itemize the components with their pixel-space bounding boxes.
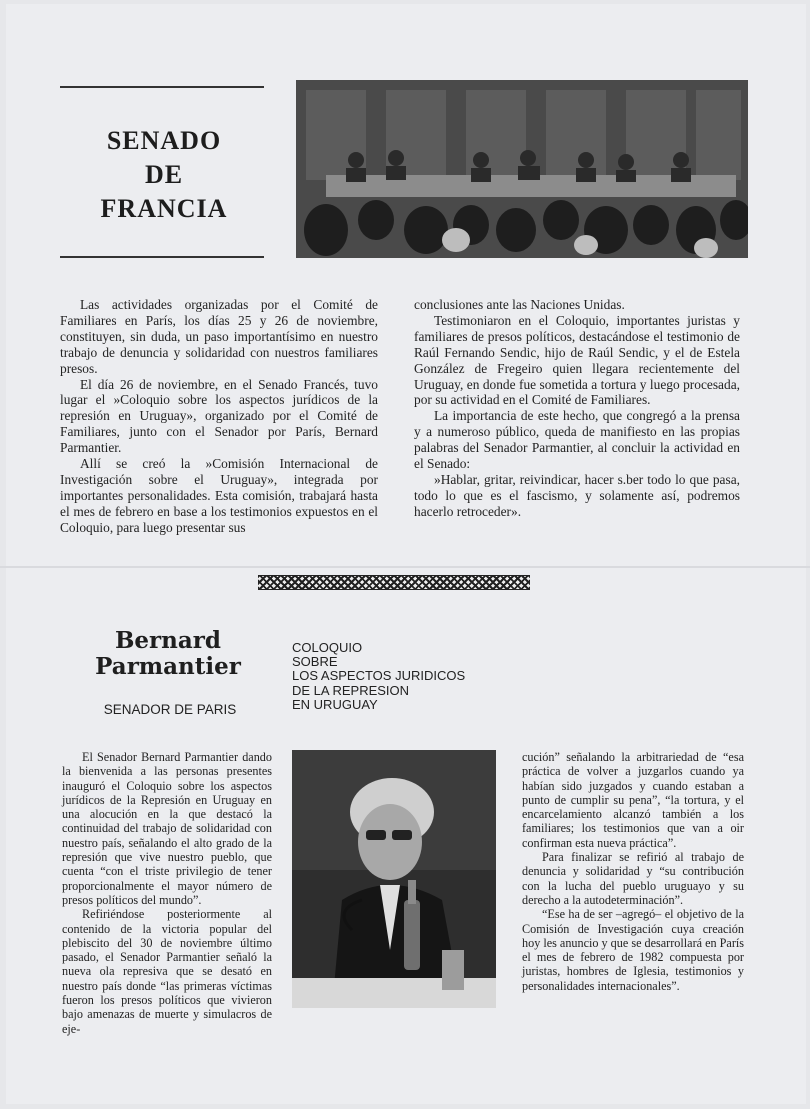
coloquio-line: DE LA REPRESION — [292, 682, 410, 698]
title-line-1: SENADO — [106, 126, 222, 155]
senate-session-photo — [296, 80, 748, 258]
article-paragraph: Las actividades organizadas por el Comité de Familiares en París, los días 25 y 26 de noviembre, constituyen, sin duda, un paso importantísimo en nuestro trabajo de denuncia y solidaridad con nuestros familiares presos. — [60, 297, 378, 376]
page-fold-line — [0, 566, 810, 568]
article-paragraph: La importancia de este hecho, que congregó a la prensa y a numeroso público, queda de manifiesto en las propias palabras del Senador Parmantier, al concluir la actividad en el Senado: — [414, 408, 740, 472]
title-line-2: DE — [144, 160, 184, 189]
article-paragraph: “Ese ha de ser –agregó– el objetivo de la Comisión de Investigación cuya creación hoy les anuncio y que se desarrollará en París el mes de febrero de 1982 compuesta por juristas, hombres de Iglesia, testimonios y personalidades internacionales”. — [522, 907, 745, 993]
article-intro-column-2 — [414, 297, 740, 520]
article-paragraph: El día 26 de noviembre, en el Senado Francés, tuvo lugar el »Coloquio sobre los aspectos jurídicos de la represión en Uruguay», organizado por el Comité de Familiares, junto con el Senador por París, Bernard Parmantier. — [60, 376, 378, 456]
title-bottom-rule — [60, 256, 264, 258]
article-quote: »Hablar, gritar, reivindicar, hacer s.ber todo lo que pasa, todo lo que es el fascismo, y solamente así, podremos hacerlo retroceder». — [414, 471, 740, 519]
parmantier-column-1 — [62, 750, 272, 1036]
article-paragraph: conclusiones ante las Naciones Unidas. — [414, 297, 625, 312]
ornamental-divider — [258, 575, 530, 590]
parmantier-column-3 — [522, 750, 744, 993]
coloquio-line: COLOQUIO — [292, 640, 363, 655]
coloquio-line: SOBRE — [292, 654, 338, 670]
article-intro-column-1 — [60, 297, 378, 536]
article-paragraph: Allí se creó la »Comisión Internacional de Investigación sobre el Uruguay», integrada por importantes personalidades. Esta comisión, trabajará hasta el mes de febrero en base a los testimonios expuestos en el Coloquio, para luego presentar sus — [60, 456, 378, 535]
senate-photo-illustration — [296, 80, 748, 258]
article-paragraph: El Senador Bernard Parmantier dando la bienvenida a las personas presentes inauguró el Coloquio sobre los aspectos jurídicos de la Represión en Uruguay en una alocución en la que destacó la continuidad del trabajo de solidaridad con nuestro país, señalando el alto grado de la represión que vive nuestro pueblo, que cuenta “con el triste privilegio de tener proporcionalmente el mayor número de presos políticos del mundo”. — [62, 750, 272, 907]
parmantier-name — [56, 628, 280, 680]
article-paragraph: Refiriéndose posteriormente al contenido de la victoria popular del plebiscito del 30 de noviembre último pasado, el Senador Parmantier señaló la nueva ola represiva que se desató en nuestro país donde “las primeras víctimas fueron los presos políticos que vivieron bajo amenazas de muerte y simulacros de eje- — [62, 907, 272, 1036]
name-line-2: Parmantier — [95, 653, 241, 680]
senator-subtitle: SENADOR DE PARIS — [103, 702, 237, 717]
article-paragraph: Para finalizar se refirió al trabajo de denuncia y solidaridad y “su contribución con la lucha del pueblo uruguayo y su derecho a la autodeterminación”. — [522, 850, 744, 907]
parmantier-portrait-photo — [292, 750, 496, 1008]
title-line-3: FRANCIA — [100, 194, 228, 223]
coloquio-line: EN URUGUAY — [292, 696, 378, 712]
coloquio-heading — [292, 641, 502, 712]
article-paragraph: cución” señalando la arbitrariedad de “esa práctica de volver a juzgarlos cuando ya habían sido juzgados y cuando estaban a punto de cumplir su pena”, “la tortura, y el encarcelamiento alcanzó también a los familiares; los testimonios que van a oir confirman esta nueva práctica”. — [522, 750, 744, 850]
name-line-1: Bernard — [114, 627, 221, 654]
coloquio-line: LOS ASPECTOS JURIDICOS — [292, 668, 466, 684]
title-top-rule — [60, 86, 264, 88]
portrait-illustration — [292, 750, 496, 1008]
senado-title — [64, 124, 264, 226]
article-paragraph: Testimoniaron en el Coloquio, importantes juristas y familiares de presos políticos, destacándose el testimonio de Raúl Fernando Sendic, hijo de Raúl Sendic, y el de Estela González de Fregeiro quien llegara recientemente del Uruguay, en donde fue sometida a tortura y luego procesada, por su actividad en el Comité de Familiares. — [414, 312, 740, 408]
